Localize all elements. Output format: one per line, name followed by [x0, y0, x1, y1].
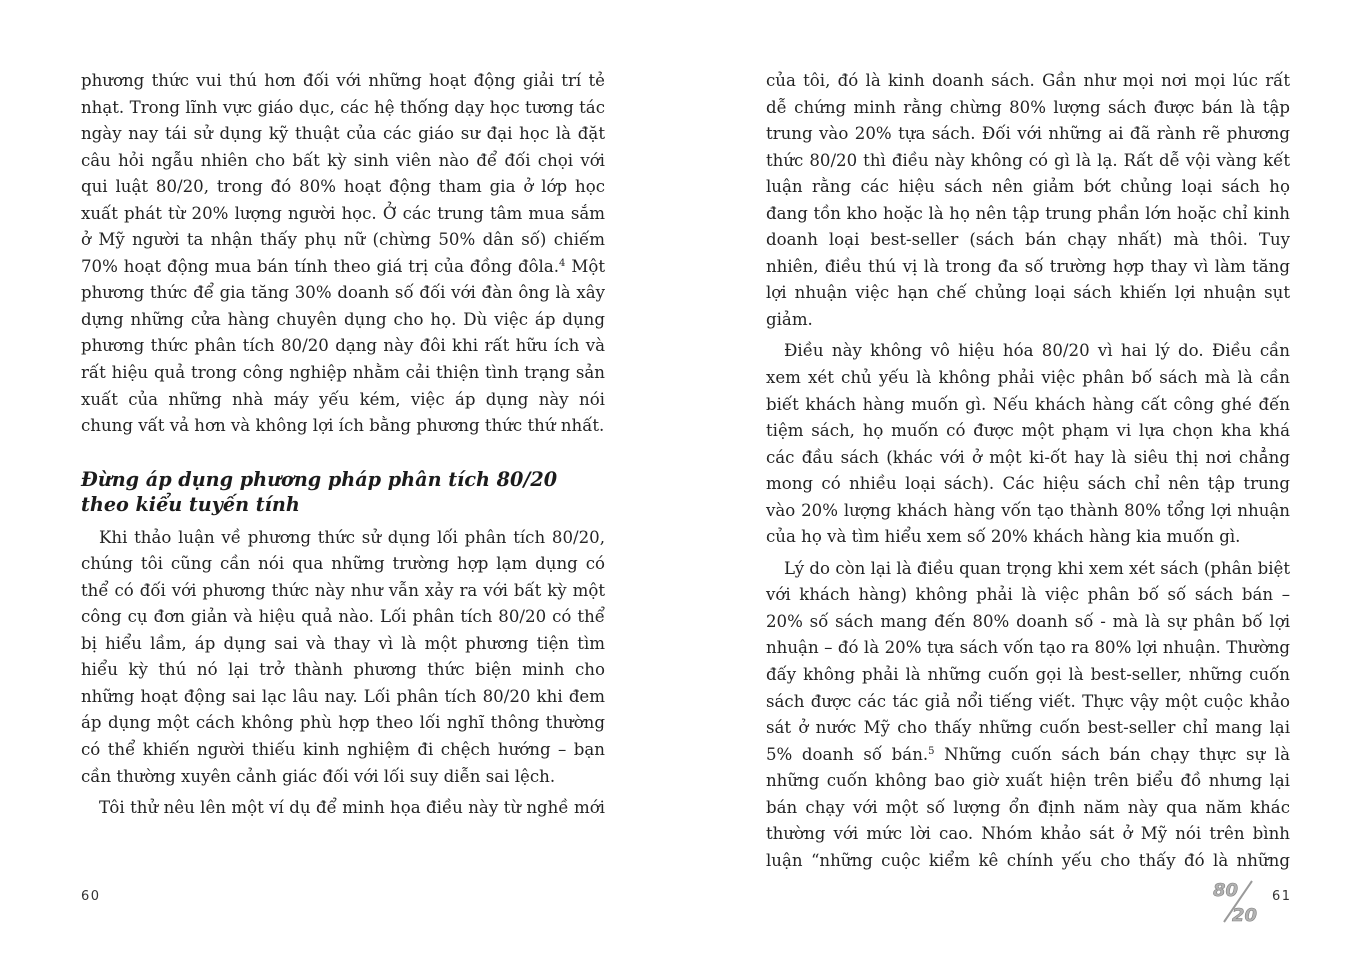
left-paragraph-3: Tôi thử nêu lên một ví dụ để minh họa điều này từ nghề mới [99, 798, 605, 818]
page-number-right: 61 [1272, 889, 1292, 904]
right-paragraph-3-text: Lý do còn lại là điều quan trọng khi xem xét sách (phân biệt với khách hàng) không phải là việc phân bố số sách bán – 20% số sách mang đến 80% doanh số - mà là sự phân bố lợi nhuận – đó là 20% tựa sách vốn tạo ra 80% lợi nhuận. Thường đấy không phải là những cuốn gọi là best-seller, những cuốn sách được các tác giả nổi tiếng viết. Thực vậy một cuộc khảo sát ở nước Mỹ cho thấy những cuốn best-seller chỉ mang lại 5% doanh số bán. [766, 558, 1290, 764]
footnote-marker-5: 5 [928, 745, 935, 757]
page-number-left: 60 [81, 889, 101, 904]
left-paragraph-1-text: phương thức vui thú hơn đối với những hoạt động giải trí tẻ nhạt. Trong lĩnh vực giáo dục, các hệ thống dạy học tương tác ngày nay tái sử dụng kỹ thuật của các giáo sư đại học là đặt câu hỏi ngẫu nhiên cho bất kỳ sinh viên nào để đối chọi với qui luật 80/20, trong đó 80% hoạt động tham gia ở lớp học xuất phát từ 20% lượng người học. Ở các trung tâm mua sắm ở Mỹ người ta nhận thấy phụ nữ (chừng 50% dân số) chiếm 70% hoạt động mua bán tính theo giá trị của đồng đôla. [81, 71, 605, 276]
left-text-column [81, 68, 605, 827]
left-paragraph-1 [81, 68, 605, 440]
right-text-column [766, 68, 1290, 879]
section-heading: Đừng áp dụng phương pháp phân tích 80/20 theo kiểu tuyến tính [81, 467, 558, 516]
left-paragraph-2: Khi thảo luận về phương thức sử dụng lối phân tích 80/20, chúng tôi cũng cần nói qua những trường hợp lạm dụng có thể có đối với phương thức này như vẫn xảy ra với bất kỳ một công cụ đơn giản và hiệu quả nào. Lối phân tích 80/20 có thể bị hiểu lầm, áp dụng sai và thay vì là một phương tiện tìm hiểu kỳ thú nó lại trở thành phương thức biện minh cho những hoạt động sai lạc lâu nay. Lối phân tích 80/20 khi đem áp dụng một cách không phù hợp theo lối nghĩ thông thường có thể khiến người thiếu kinh nghiệm đi chệch hướng – bạn cần thường xuyên cảnh giác đối với lối suy diễn sai lệch. [81, 527, 605, 786]
right-page [685, 0, 1370, 969]
right-paragraph-2: Điều này không vô hiệu hóa 80/20 vì hai lý do. Điều cần xem xét chủ yếu là không phải việc phân bố sách mà là cần biết khách hàng muốn gì. Nếu khách hàng cất công ghé đến tiệm sách, họ muốn có được một phạm vi lựa chọn kha khá các đầu sách (khác với ở một ki-ốt hay là siêu thị nơi chẳng mong có nhiều loại sách). Các hiệu sách chỉ nên tập trung vào 20% lượng khách hàng vốn tạo thành 80% tổng lợi nhuận của họ và tìm hiểu xem số 20% khách hàng kia muốn gì. [766, 341, 1290, 547]
left-paragraph-1-continued: Một phương thức để gia tăng 30% doanh số đối với đàn ông là xây dựng những cửa hàng chuyên dụng cho họ. Dù việc áp dụng phương thức phân tích 80/20 dạng này đôi khi rất hữu ích và rất hiệu quả trong công nghiệp nhằm cải thiện tình trạng sản xuất của những nhà máy yếu kém, việc áp dụng này nói chung vất vả hơn và không lợi ích bằng phương thức thứ nhất. [81, 256, 605, 436]
right-paragraph-3 [766, 556, 1290, 875]
footnote-marker-4: 4 [559, 257, 566, 269]
right-paragraph-1: của tôi, đó là kinh doanh sách. Gần như mọi nơi mọi lúc rất dễ chứng minh rằng chừng 80% lượng sách được bán là tập trung vào 20% tựa sách. Đối với những ai đã rành rẽ phương thức 80/20 thì điều này không có gì là lạ. Rất dễ vội vàng kết luận rằng các hiệu sách nên giảm bớt chủng loại sách họ đang tồn kho hoặc là họ nên tập trung phần lớn hoặc chỉ kinh doanh loại best-seller (sách bán chạy nhất) mà thôi. Tuy nhiên, điều thú vị là trong đa số trường hợp thay vì làm tăng lợi nhuận việc hạn chế chủng loại sách khiến lợi nhuận sụt giảm. [766, 71, 1290, 329]
logo-bottom-number: 20 [1232, 905, 1258, 925]
book-logo-80-20 [1210, 877, 1268, 925]
logo-top-number: 80 [1213, 880, 1239, 901]
right-paragraph-3-continued: Những cuốn sách bán chạy thực sự là những cuốn không bao giờ xuất hiện trên biểu đồ nhưng lại bán chạy với một số lượng ổn định năm này qua năm khác thường với mức lời cao. Nhóm khảo sát ở Mỹ nói trên bình luận “những cuộc kiểm kê chính yếu cho thấy đó là những [766, 744, 1290, 870]
